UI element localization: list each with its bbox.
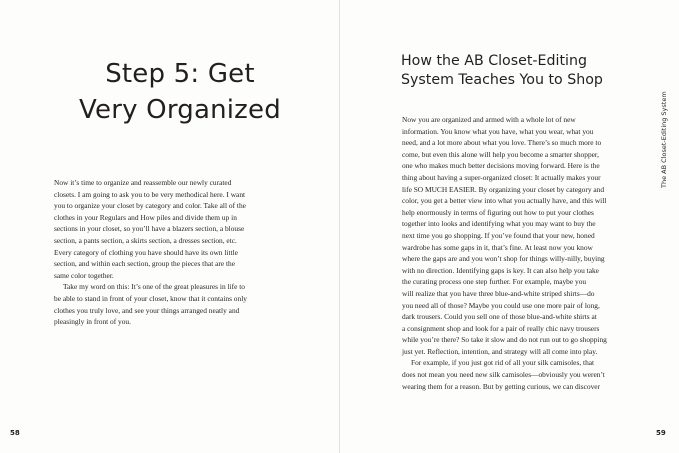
text-line: Every category of clothing you have should have its own little: [54, 247, 238, 257]
text-line: wardrobe has some gaps in it, that’s fine. At least now you know: [402, 242, 593, 252]
right-body-text: [402, 114, 652, 392]
text-line: Now you are organized and armed with a whole lot of new: [402, 115, 576, 124]
text-line: while you’re there? So take it slow and do not run out to go shopping: [402, 335, 607, 345]
page-number-right: 59: [656, 429, 666, 437]
text-line: For example, if you just got rid of all your silk camisoles, that: [411, 358, 595, 368]
paragraph: [402, 114, 652, 357]
text-line: Now it’s time to organize and reassemble our newly curated: [54, 178, 232, 187]
text-line: does not mean you need new silk camisoles—obviously you weren’t: [402, 370, 605, 380]
text-line: section, a pants section, a skirts section, a dresses section, etc.: [54, 235, 237, 245]
text-line: just yet. Reflection, intention, and strategy will all come into play.: [402, 346, 598, 356]
text-line: information. You know what you have, what you wear, what you: [402, 126, 594, 136]
paragraph: [54, 177, 304, 281]
text-line: one who makes much better decisions moving forward. Here is the: [402, 161, 600, 171]
text-line: will realize that you have three blue-and-white striped shirts—do: [402, 288, 595, 298]
chapter-title-line-1: Step 5: Get: [105, 59, 255, 89]
left-body-text: [54, 177, 304, 328]
left-page: [0, 0, 339, 453]
text-line: dark trousers. Could you sell one of those blue-and-white shirts at: [402, 312, 597, 322]
running-head: The AB Closet-Editing System: [660, 91, 668, 188]
text-line: closets. I am going to ask you to be very methodical here. I want: [54, 189, 246, 199]
chapter-title-line-2: Very Organized: [79, 95, 281, 125]
section-heading-line-2: System Teaches You to Shop: [401, 72, 603, 88]
text-line: with no direction. Identifying gaps is key. It can also help you take: [402, 265, 599, 275]
text-line: next time you go shopping. If you’ve found that your new, honed: [402, 230, 595, 240]
text-line: pleasingly in front of you.: [54, 317, 131, 327]
text-line: section, and within each section, group the pieces that are the: [54, 259, 236, 269]
paragraph: [402, 357, 652, 392]
text-line: you to organize your closet by category and color. Take all of the: [54, 201, 246, 211]
text-line: color, you get a better view into what you actually have, and this will: [402, 196, 607, 206]
paragraph: [54, 281, 304, 327]
section-heading-line-1: How the AB Closet-Editing: [401, 53, 587, 69]
text-line: be able to stand in front of your closet, know that it contains only: [54, 293, 247, 303]
text-line: clothes you truly love, and see your things arranged neatly and: [54, 305, 240, 315]
text-line: a consignment shop and look for a pair of really chic navy trousers: [402, 323, 600, 333]
text-line: Take my word on this: It’s one of the great pleasures in life to: [63, 282, 245, 292]
text-line: sections in your closet, so you’ll have a blazers section, a blouse: [54, 224, 245, 234]
text-line: clothes in your Regulars and How piles and divide them up in: [54, 212, 237, 222]
text-line: life SO MUCH EASIER. By organizing your closet by category and: [402, 184, 605, 194]
text-line: come, but even this alone will help you become a smarter shopper,: [402, 149, 599, 159]
page-number-left: 58: [10, 429, 20, 437]
text-line: you need all of those? Maybe you could use one more pair of long,: [402, 300, 600, 310]
text-line: help enormously in terms of figuring out how to put your clothes: [402, 207, 594, 217]
text-line: need, and a lot more about what you love. There’s so much more to: [402, 138, 602, 148]
text-line: same color together.: [54, 270, 114, 280]
text-line: the curating process one step further. For example, maybe you: [402, 277, 587, 287]
chapter-title: [60, 56, 300, 128]
text-line: thing about having a super-organized closet: It actually makes your: [402, 172, 601, 182]
section-heading: [401, 52, 631, 90]
text-line: together into looks and identifying what you may want to buy the: [402, 219, 596, 229]
text-line: wearing them for a reason. But by getting curious, we can discover: [402, 381, 601, 391]
text-line: where the gaps are and you won’t shop for things willy-nilly, buying: [402, 254, 605, 264]
